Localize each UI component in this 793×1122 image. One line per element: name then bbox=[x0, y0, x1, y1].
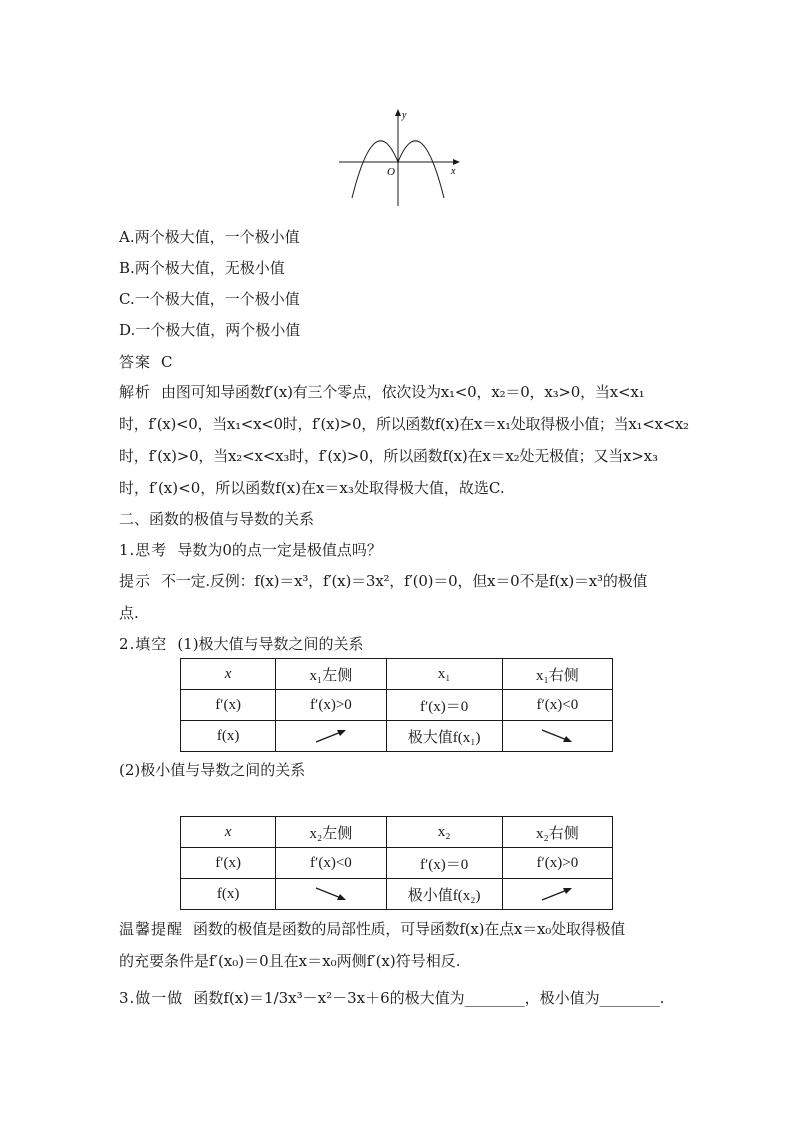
table-cell: f(x) bbox=[181, 721, 276, 752]
practice-text: 函数f(x)＝1/3x³－x²－3x＋6的极大值为________，极小值为________. bbox=[193, 989, 665, 1007]
section-2-heading: 二、函数的极值与导数的关系 bbox=[119, 510, 315, 528]
tip-text-1: 函数的极值是函数的局部性质，可导函数f(x)在点x＝x₀处取得极值 bbox=[193, 920, 626, 938]
tip-label: 温馨提醒 bbox=[119, 920, 184, 938]
decreasing-arrow-cell bbox=[502, 721, 612, 752]
practice-label: 3.做一做 bbox=[119, 989, 184, 1007]
table-cell: f′(x)>0 bbox=[276, 690, 386, 721]
increasing-arrow-cell bbox=[502, 879, 612, 910]
fill-label: 2.填空 bbox=[119, 635, 168, 653]
x-axis-label: x bbox=[451, 166, 456, 177]
table-row bbox=[181, 659, 613, 690]
table-cell: x₁左侧 bbox=[276, 659, 386, 690]
table2-title: (2)极小值与导数之间的关系 bbox=[119, 761, 306, 779]
option-c: C.一个极大值，一个极小值 bbox=[119, 290, 300, 308]
y-axis-arrow bbox=[395, 109, 401, 116]
tip-line-1 bbox=[119, 919, 625, 939]
decreasing-arrow-cell bbox=[276, 879, 386, 910]
table-row bbox=[181, 879, 613, 910]
option-d: D.一个极大值，两个极小值 bbox=[119, 321, 301, 339]
table-maximum bbox=[180, 658, 613, 752]
table-row bbox=[181, 721, 613, 752]
think-label: 1.思考 bbox=[119, 541, 168, 559]
arrow-down-right-icon bbox=[539, 727, 575, 745]
analysis-text-1: 由图可知导函数f′(x)有三个零点，依次设为x₁<0，x₂＝0，x₃>0，当x<x₁ bbox=[161, 383, 645, 401]
practice-line bbox=[119, 988, 664, 1008]
fill-line bbox=[119, 634, 364, 654]
table-cell: x₂右侧 bbox=[502, 817, 612, 848]
origin-label: O bbox=[387, 166, 395, 178]
table-row bbox=[181, 817, 613, 848]
table-cell: f′(x) bbox=[181, 848, 276, 879]
table-cell: 极小值f(x₂) bbox=[386, 879, 502, 910]
option-a: A.两个极大值，一个极小值 bbox=[119, 228, 300, 246]
table-cell: f(x) bbox=[181, 879, 276, 910]
arrow-down-right-icon bbox=[313, 885, 349, 903]
table-cell: x₁ bbox=[386, 659, 502, 690]
answer-label: 答案 bbox=[119, 353, 152, 371]
analysis-line-4: 时，f′(x)<0，所以函数f(x)在x＝x₃处取得极大值，故选C. bbox=[119, 479, 505, 497]
table-cell: f′(x)＝0 bbox=[386, 690, 502, 721]
table-cell: 极大值f(x₁) bbox=[386, 721, 502, 752]
think-question: 导数为0的点一定是极值点吗？ bbox=[177, 541, 382, 559]
option-b: B.两个极大值，无极小值 bbox=[119, 259, 285, 277]
analysis-line-1 bbox=[119, 382, 644, 402]
table-cell: f′(x)>0 bbox=[502, 848, 612, 879]
table-cell: x₂ bbox=[386, 817, 502, 848]
right-curve bbox=[398, 141, 444, 198]
hint-label: 提示 bbox=[119, 572, 152, 590]
x-axis-arrow bbox=[453, 159, 460, 165]
table-minimum bbox=[180, 816, 613, 910]
arrow-up-right-icon bbox=[539, 885, 575, 903]
hint-line-1 bbox=[119, 571, 647, 591]
y-axis-label: y bbox=[402, 110, 407, 121]
hint-line-2: 点. bbox=[119, 604, 139, 622]
tip-line-2: 的充要条件是f′(x₀)＝0且在x＝x₀两侧f′(x)符号相反. bbox=[119, 952, 461, 970]
table-row bbox=[181, 848, 613, 879]
increasing-arrow-cell bbox=[276, 721, 386, 752]
table-cell: x₁右侧 bbox=[502, 659, 612, 690]
hint-text-1: 不一定.反例：f(x)＝x³，f′(x)＝3x²，f′(0)＝0，但x＝0不是f(x)＝x³的极值 bbox=[161, 572, 648, 590]
table-cell: f′(x)<0 bbox=[276, 848, 386, 879]
arrow-up-right-icon bbox=[313, 727, 349, 745]
table-row bbox=[181, 690, 613, 721]
analysis-line-3: 时，f′(x)>0，当x₂<x<x₃时，f′(x)>0，所以函数f(x)在x＝x₂处无极值；又当x>x₃ bbox=[119, 447, 658, 465]
table-cell: f′(x)＝0 bbox=[386, 848, 502, 879]
table-cell: x₂左侧 bbox=[276, 817, 386, 848]
table-cell: f′(x)<0 bbox=[502, 690, 612, 721]
analysis-label: 解析 bbox=[119, 383, 152, 401]
answer-value: C bbox=[161, 353, 173, 371]
think-line bbox=[119, 540, 382, 560]
answer-line bbox=[119, 352, 173, 372]
analysis-line-2: 时，f′(x)<0，当x₁<x<0时，f′(x)>0，所以函数f(x)在x＝x₁处取得极小值；当x₁<x<x₂ bbox=[119, 415, 689, 433]
table-cell: x bbox=[181, 659, 276, 690]
table1-title: (1)极大值与导数之间的关系 bbox=[177, 635, 364, 653]
derivative-graph bbox=[335, 106, 465, 206]
table-cell: x bbox=[181, 817, 276, 848]
table-cell: f′(x) bbox=[181, 690, 276, 721]
